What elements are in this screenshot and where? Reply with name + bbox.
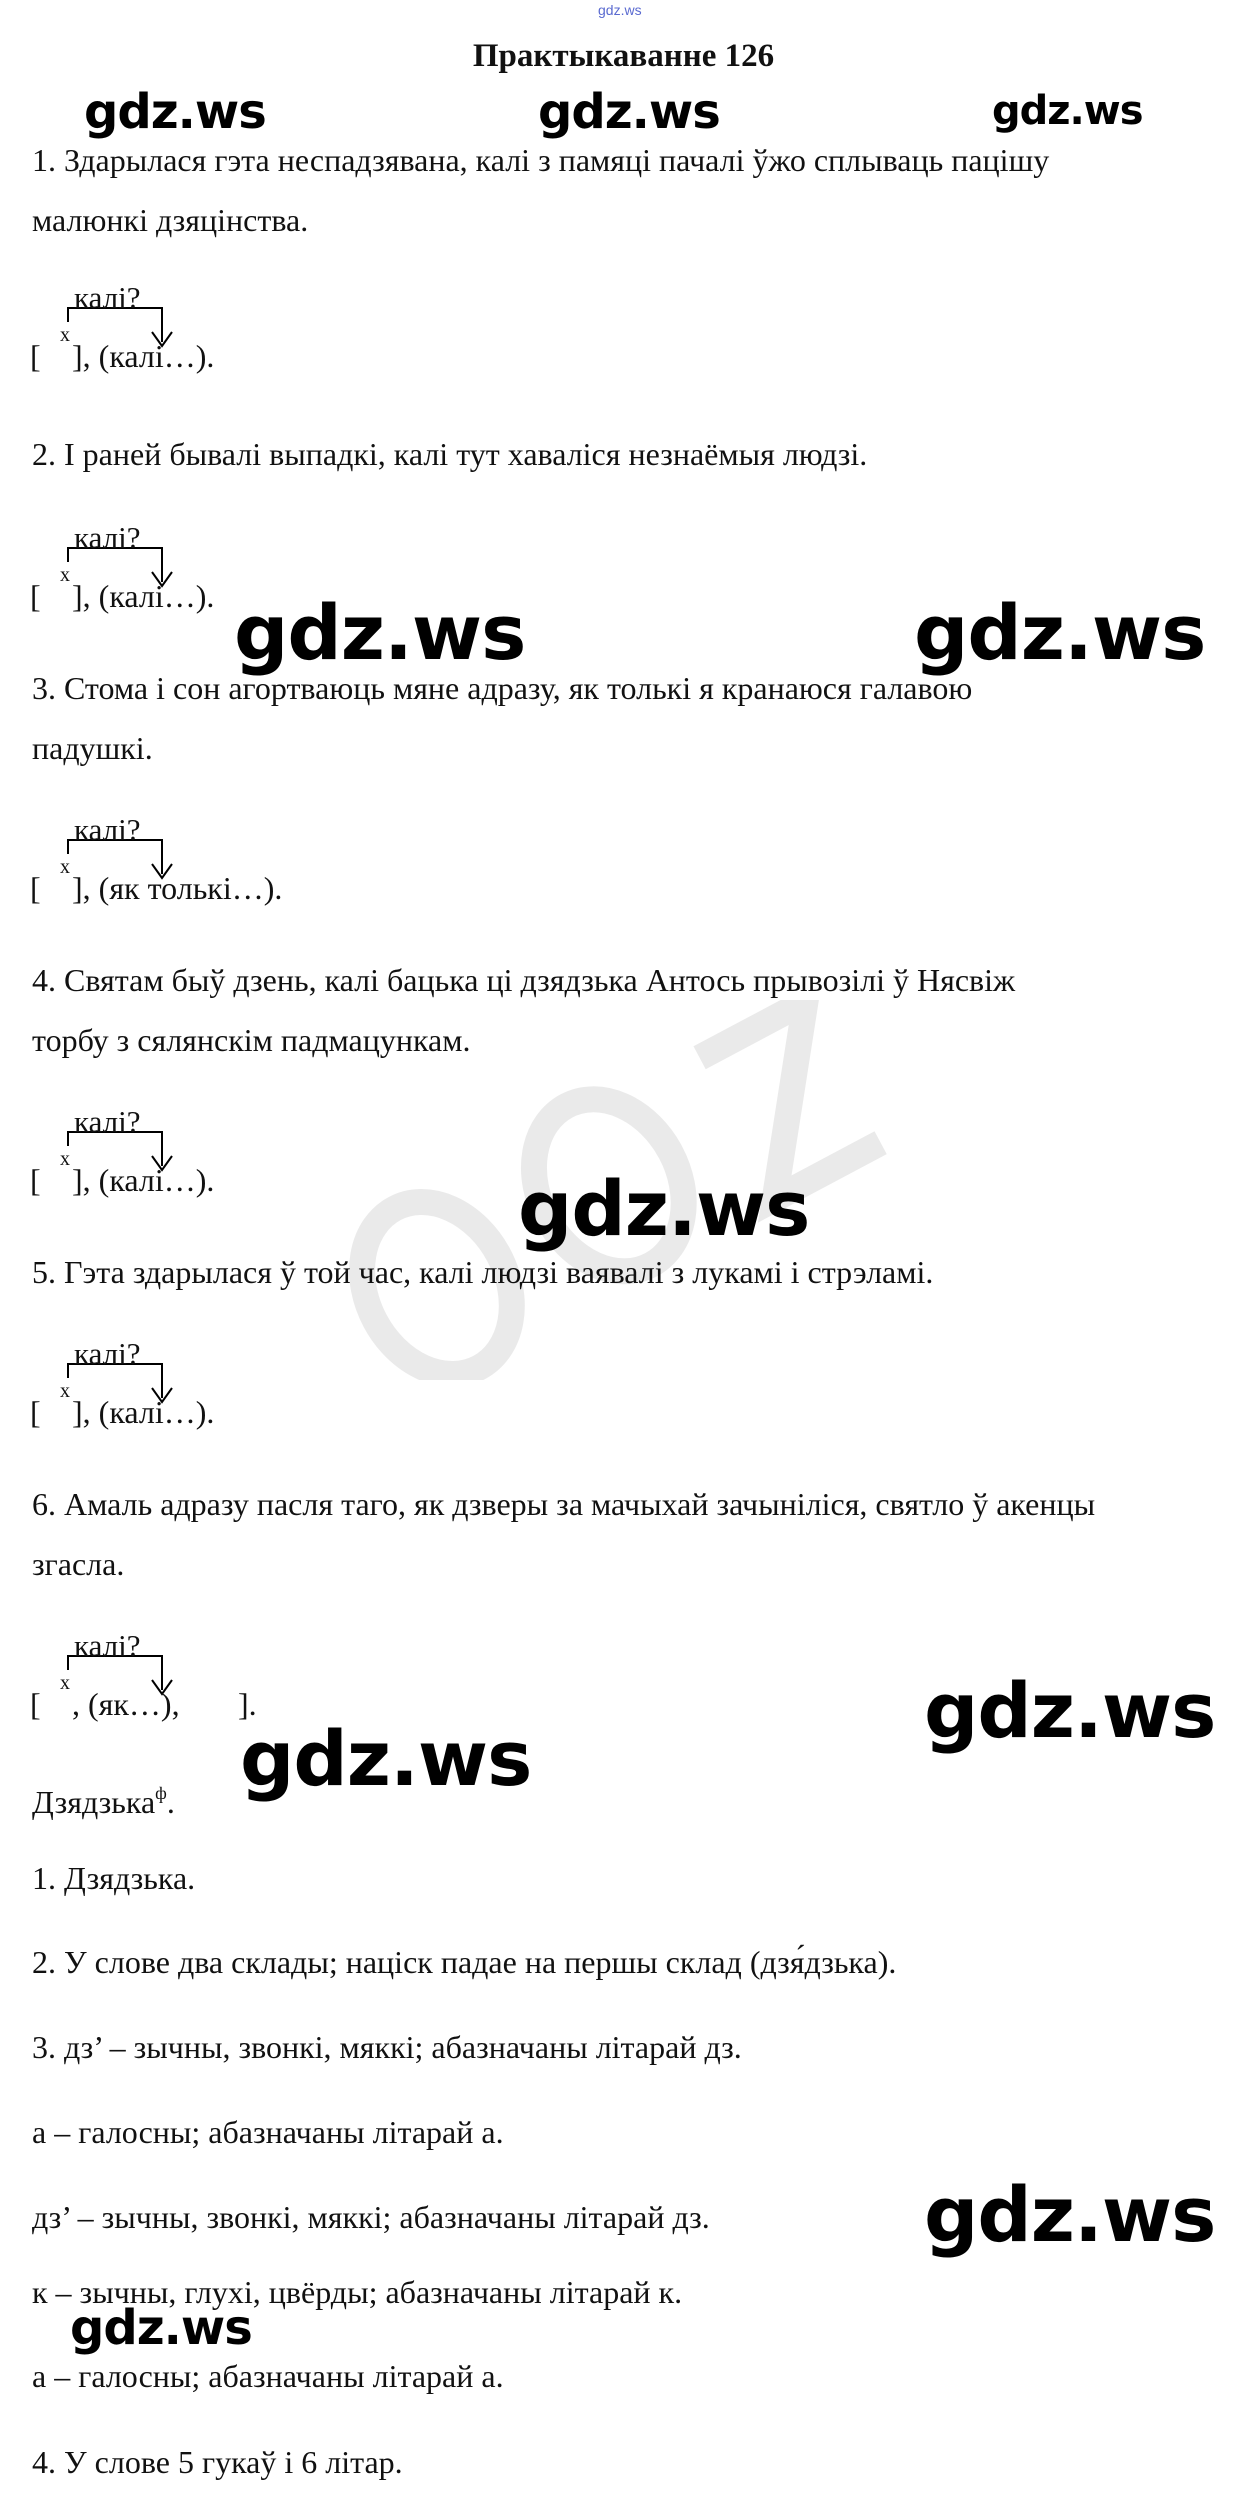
analysis-line-8: 4. У слове 5 гукаў і 6 літар. <box>32 2444 403 2480</box>
analysis-line-6: к – зычны, глухі, цвёрды; абазначаны літарай к. <box>32 2274 683 2310</box>
watermark: gdz.ws <box>70 2300 252 2356</box>
scheme-marker: x <box>60 1380 70 1402</box>
scheme-text: ], (калі…). <box>72 1394 215 1430</box>
sentence-3: 3. Стома і сон агортваюць мяне адразу, як толькі я кранаюся галавою падушкі. <box>32 670 973 766</box>
watermark: gdz.ws <box>924 2170 1216 2259</box>
scheme-question: калі? <box>74 812 141 847</box>
scheme-text: ], (калі…). <box>72 338 215 374</box>
analysis-line-1: 1. Дзядзька. <box>32 1860 196 1896</box>
watermark: gdz.ws <box>234 588 526 677</box>
watermark: gdz.ws <box>914 588 1206 677</box>
phonetic-mark: ф <box>155 1783 167 1803</box>
scheme-question: калі? <box>74 1628 141 1663</box>
scheme-text: , (як…), <box>72 1686 180 1722</box>
scheme-text: ], (калі…). <box>72 578 215 614</box>
scheme-marker: x <box>60 1672 70 1694</box>
scheme-bracket-open: [ <box>30 1162 41 1198</box>
sentence-2: 2. І раней бывалі выпадкі, калі тут хаваліся незнаёмыя людзі. <box>32 436 868 472</box>
scheme-marker: x <box>60 564 70 586</box>
scheme-3 <box>30 812 350 922</box>
scheme-5 <box>30 1336 350 1446</box>
watermark: gdz.ws <box>518 1164 810 1253</box>
scheme-bracket-open: [ <box>30 1686 41 1722</box>
scheme-marker: x <box>60 324 70 346</box>
scheme-bracket-close: ]. <box>238 1686 257 1722</box>
scheme-bracket-open: [ <box>30 1394 41 1430</box>
scheme-question: калі? <box>74 280 141 315</box>
scheme-question: калі? <box>74 1336 141 1371</box>
analysis-line-4: а – галосны; абазначаны літарай а. <box>32 2114 504 2150</box>
scheme-bracket-open: [ <box>30 338 41 374</box>
scheme-1 <box>30 280 350 390</box>
scheme-bracket-open: [ <box>30 578 41 614</box>
scheme-4 <box>30 1104 350 1214</box>
analysis-line-5: дз’ – зычны, звонкі, мяккі; абазначаны літарай дз. <box>32 2199 710 2235</box>
scheme-question: калі? <box>74 1104 141 1139</box>
sentence-5: 5. Гэта здарылася ў той час, калі людзі ваявалі з лукамі і стрэламі. <box>32 1254 934 1290</box>
analysis-word: Дзядзька$^ф$. <box>32 1783 175 1820</box>
scheme-question: калі? <box>74 520 141 555</box>
watermark: gdz.ws <box>240 1714 532 1803</box>
scheme-marker: x <box>60 1148 70 1170</box>
scheme-marker: x <box>60 856 70 878</box>
analysis-line-7: а – галосны; абазначаны літарай а. <box>32 2358 504 2394</box>
page-title: Практыкаванне 126 <box>472 38 775 74</box>
sentence-1: 1. Здарылася гэта неспадзявана, калі з памяці пачалі ўжо сплываць пацішу малюнкі дзяцінства. <box>32 142 1050 238</box>
sentence-4: 4. Святам быў дзень, калі бацька ці дзядзька Антось прывозілі ў Нясвіж торбу з сялянскім падмацункам. <box>32 962 1016 1058</box>
scheme-bracket-open: [ <box>30 870 41 906</box>
sentence-6: 6. Амаль адразу пасля таго, як дзверы за мачыхай зачыніліся, святло ў акенцы згасла. <box>32 1486 1096 1582</box>
watermark: gdz.ws <box>538 84 720 140</box>
watermark: gdz.ws <box>924 1666 1216 1755</box>
analysis-line-2: 2. У слове два склады; націск падае на першы склад (дзя́дзька). <box>32 1944 897 1980</box>
scheme-text: ], (як толькі…). <box>72 870 283 906</box>
scheme-text: ], (калі…). <box>72 1162 215 1198</box>
watermark: gdz.ws <box>84 84 266 140</box>
analysis-line-3: 3. дз’ – зычны, звонкі, мяккі; абазначаны літарай дз. <box>32 2029 742 2065</box>
site-link[interactable]: gdz.ws <box>598 2 642 18</box>
watermark: gdz.ws <box>992 88 1143 134</box>
